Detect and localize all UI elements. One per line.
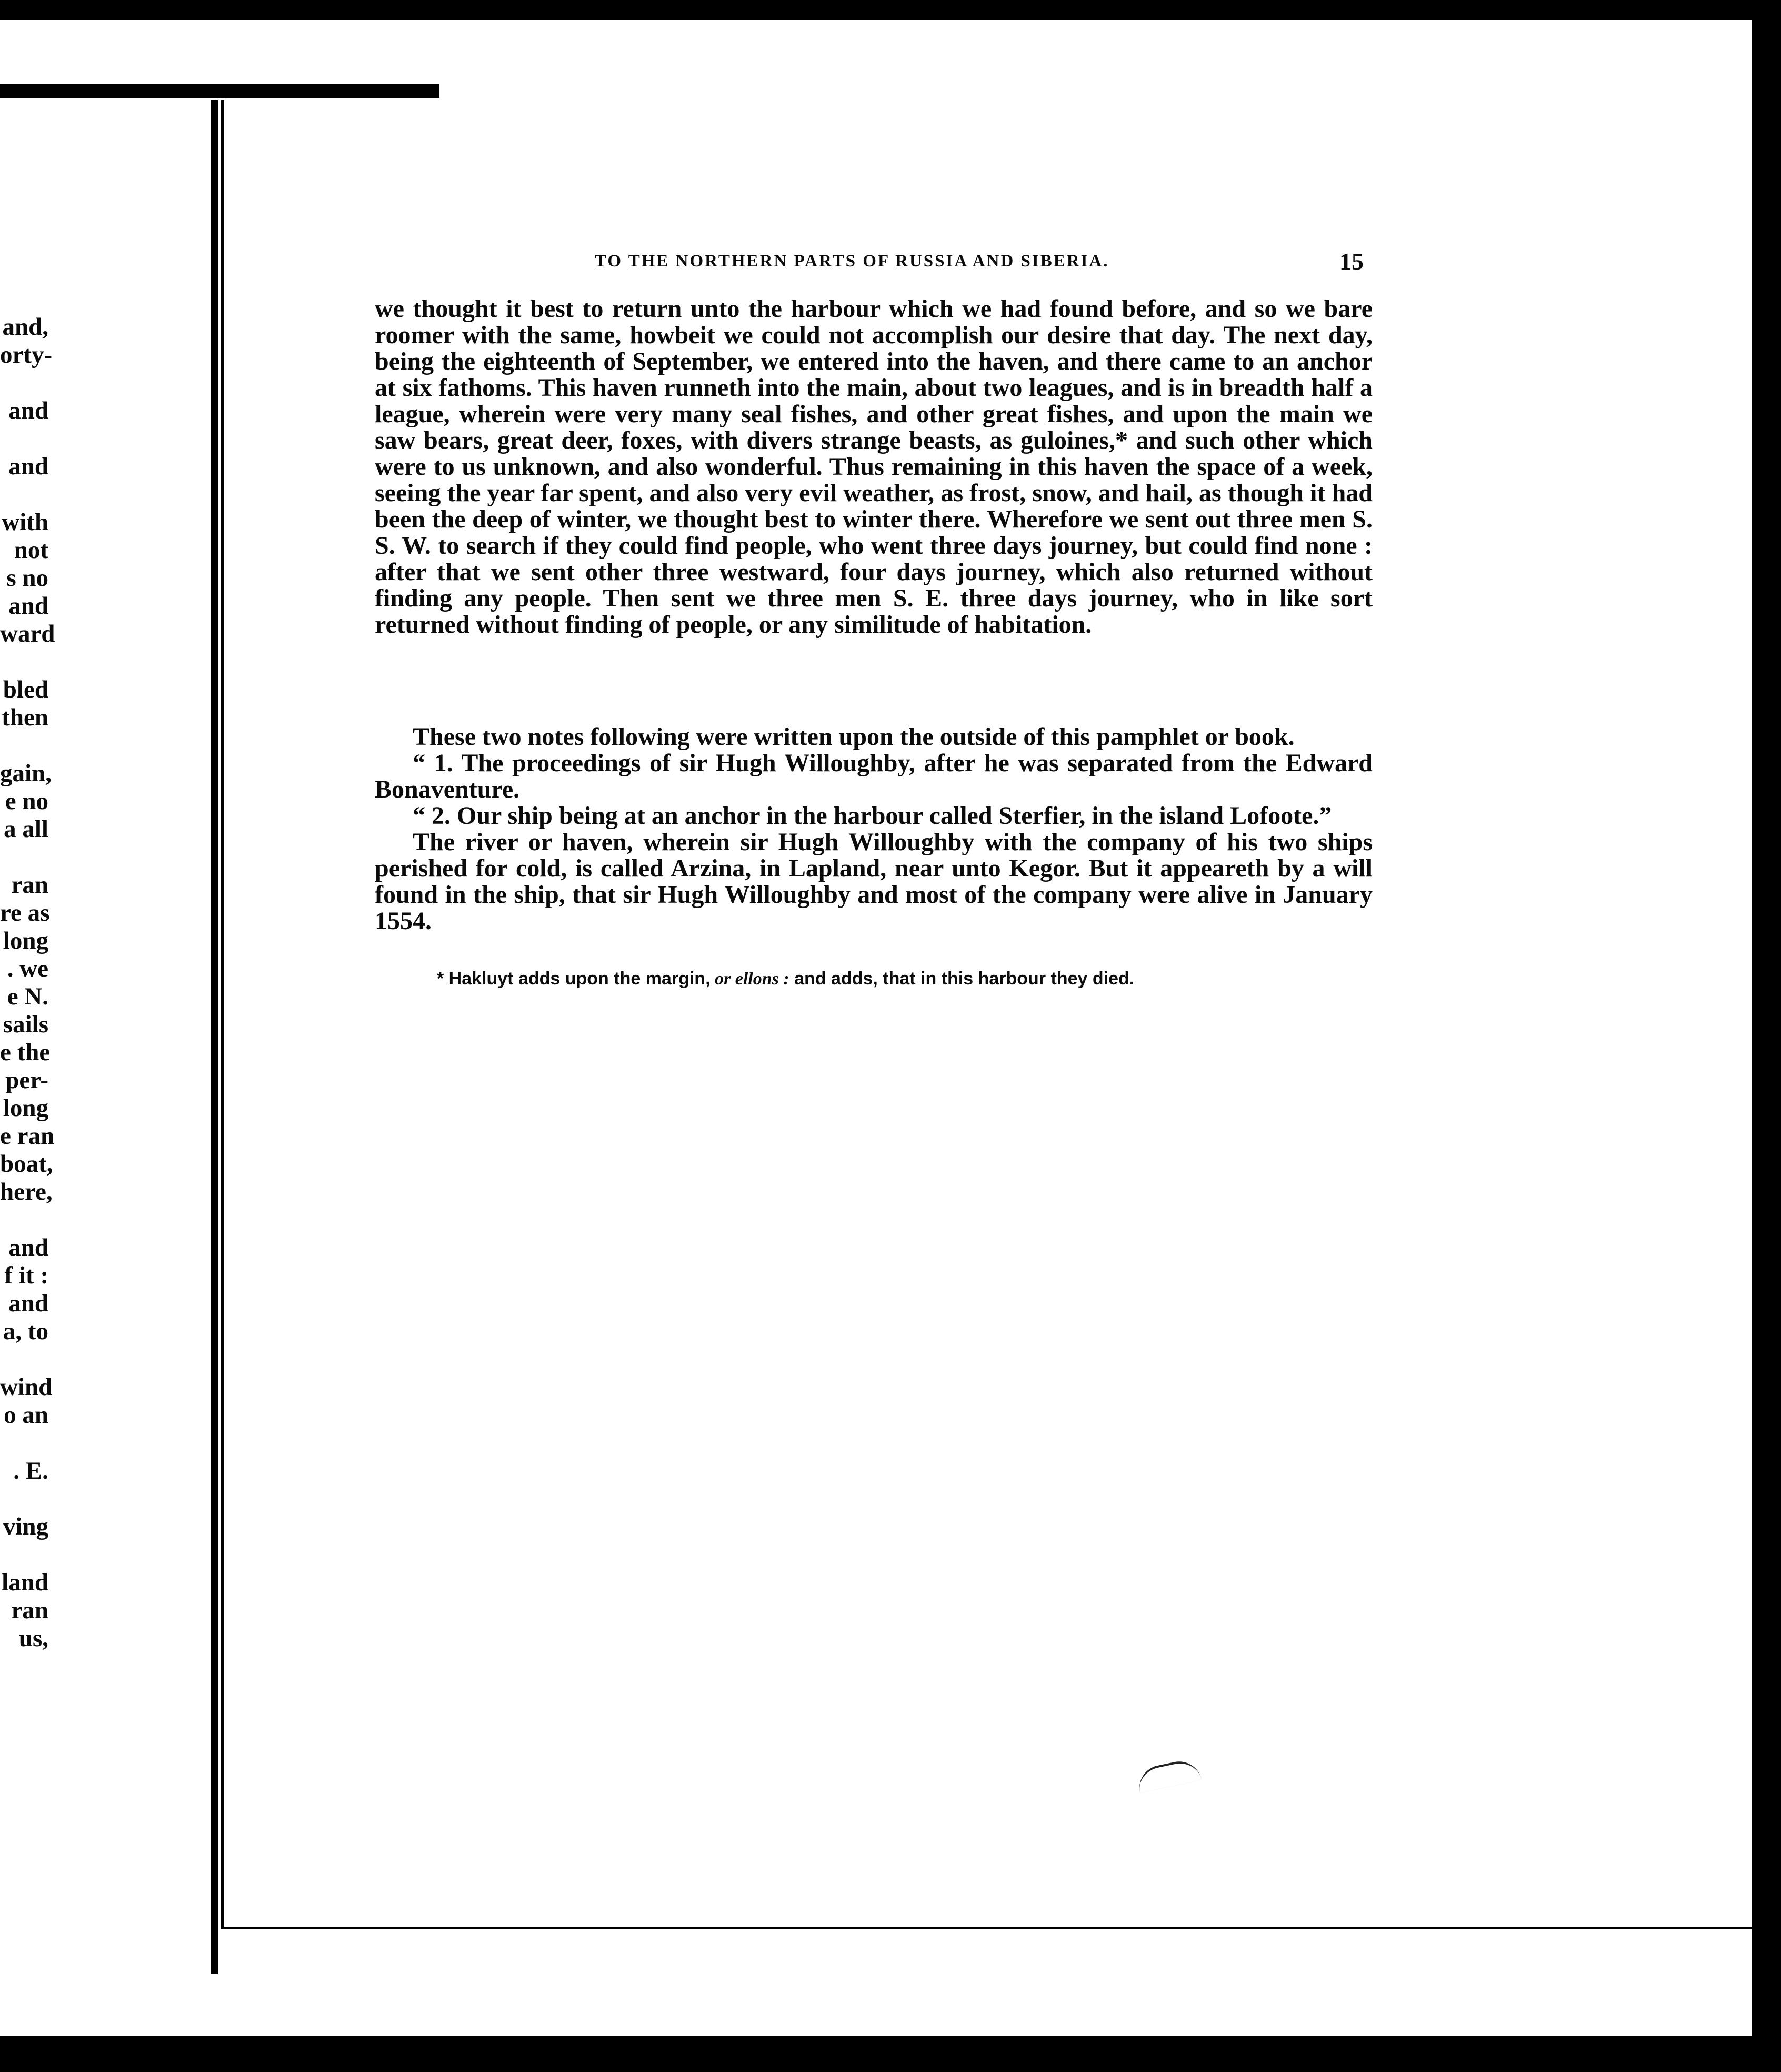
notes-intro: These two notes following were written upon the outside of this pamphlet or book. [413, 723, 1295, 751]
footnote-prefix: * Hakluyt adds upon the margin, [437, 969, 711, 989]
previous-page-line-end [0, 1206, 48, 1234]
previous-page-line-end: and [8, 1234, 48, 1261]
previous-page-line-end: us, [18, 1625, 48, 1652]
previous-page-line-ends [0, 313, 55, 1652]
previous-page-line-end: gain, [0, 760, 52, 787]
previous-page-line-end: and [8, 1290, 48, 1317]
previous-page-line-end: and [8, 397, 48, 424]
previous-page-line-end [0, 425, 48, 453]
previous-page-line-end [0, 1346, 48, 1373]
note-2: “ 2. Our ship being at an anchor in the harbour called Sterfier, in the island Lofoote.” [413, 802, 1332, 830]
previous-page-line-end [0, 648, 48, 676]
previous-page-line-end: then [2, 704, 48, 731]
previous-page-line-end: . we [7, 955, 48, 982]
previous-page-line-end: orty- [0, 341, 53, 368]
page-edge-bottom [221, 1927, 1752, 1929]
scan-border-bottom [0, 2036, 1781, 2072]
running-head: TO THE NORTHERN PARTS OF RUSSIA AND SIBERIA. [595, 252, 1109, 271]
previous-page-line-end: ran [11, 871, 48, 899]
previous-page-line-end: long [3, 927, 48, 954]
previous-page-line-end [0, 732, 48, 760]
previous-page-line-end: not [14, 536, 48, 564]
previous-page-line-end: a, to [3, 1318, 48, 1345]
previous-page-line-end: here, [0, 1178, 53, 1206]
main-paragraph [375, 296, 1373, 638]
previous-page-line-end: e ran [0, 1122, 55, 1150]
previous-page-line-end: with [2, 509, 48, 536]
stray-pen-mark [1135, 1757, 1202, 1793]
footnote [437, 969, 1332, 989]
previous-page-line-end: per- [5, 1067, 48, 1094]
previous-page-line-end: . E. [13, 1457, 48, 1485]
previous-page-line-end: e the [0, 1039, 51, 1066]
previous-page-line-end: and [8, 453, 48, 480]
previous-page-line-end [0, 1429, 48, 1457]
previous-page-line-end [0, 481, 48, 509]
previous-page-line-end: and, [2, 313, 48, 341]
previous-page-line-end [0, 369, 48, 397]
page-edge-left [221, 100, 224, 1927]
notes-section [375, 724, 1373, 934]
previous-page-line-end: and [8, 592, 48, 620]
previous-page-rule [0, 84, 439, 98]
previous-page-line-end: wind [0, 1373, 53, 1401]
previous-page-line-end: e N. [7, 983, 48, 1010]
previous-page-line-end: s no [6, 564, 48, 592]
previous-page-line-end [0, 843, 48, 871]
previous-page-line-end: sails [3, 1011, 48, 1038]
body-text: we thought it best to return unto the harbour which we had found before, and so we bare roomer with the same, howbeit we could not accomplish our desire that day. The next day, being the eighteenth of September, we entered into the haven, and there came to an anchor at six fathoms. This haven runneth into the main, about two leagues, and is in breadth half a league, wherein were very many seal fishes, and other great fishes, and upon the main we saw bears, great deer, foxes, with divers strange beasts, as guloines,* and such other which were to us unknown, and also wonderful. Thus remaining in this haven the space of a week, seeing the year far spent, and also very evil weather, as frost, snow, and hail, as though it had been the deep of winter, we thought best to winter there. Wherefore we sent out three men S. S. W. to search if they could find people, who went three days journey, but could find none : after that we sent other three westward, four days journey, which also returned without finding any people. Then sent we three men S. E. three days journey, who in like sort returned without finding of people, or any similitude of habitation. [375, 295, 1373, 639]
previous-page-line-end: long [3, 1094, 48, 1122]
previous-page-line-end: ward [0, 620, 55, 647]
scan-border-top [0, 0, 1781, 20]
previous-page-line-end: ran [11, 1597, 48, 1624]
page-gutter-line [211, 100, 218, 1974]
note-1: “ 1. The proceedings of sir Hugh Willoughby, after he was separated from the Edward Bonaventure. [375, 749, 1373, 803]
page-number: 15 [1339, 248, 1364, 275]
previous-page-line-end: boat, [0, 1150, 53, 1178]
previous-page-line-end [0, 1485, 48, 1513]
previous-page-fragment [0, 79, 221, 1953]
scan-border-right [1752, 0, 1781, 2072]
bleed-through-text [384, 1027, 1374, 1063]
previous-page-line-end: a all [4, 815, 48, 843]
footnote-italic: or ellons : [710, 969, 789, 989]
previous-page-line-end: re as [0, 899, 50, 927]
previous-page-line-end: f it : [4, 1262, 48, 1289]
previous-page-line-end: bled [3, 676, 48, 703]
closing-paragraph: The river or haven, wherein sir Hugh Willoughby with the company of his two ships perished for cold, is called Arzina, in Lapland, near unto Kegor. But it appeareth by a will found in the ship, that sir Hugh Willoughby and most of the company were alive in January 1554. [375, 828, 1373, 935]
previous-page-line-end: o an [4, 1401, 48, 1429]
footnote-suffix: and adds, that in this harbour they died. [789, 969, 1135, 989]
previous-page-line-end: land [2, 1569, 48, 1596]
previous-page-line-end: e no [5, 788, 48, 815]
previous-page-line-end [0, 1541, 48, 1569]
previous-page-line-end: ving [3, 1513, 48, 1540]
